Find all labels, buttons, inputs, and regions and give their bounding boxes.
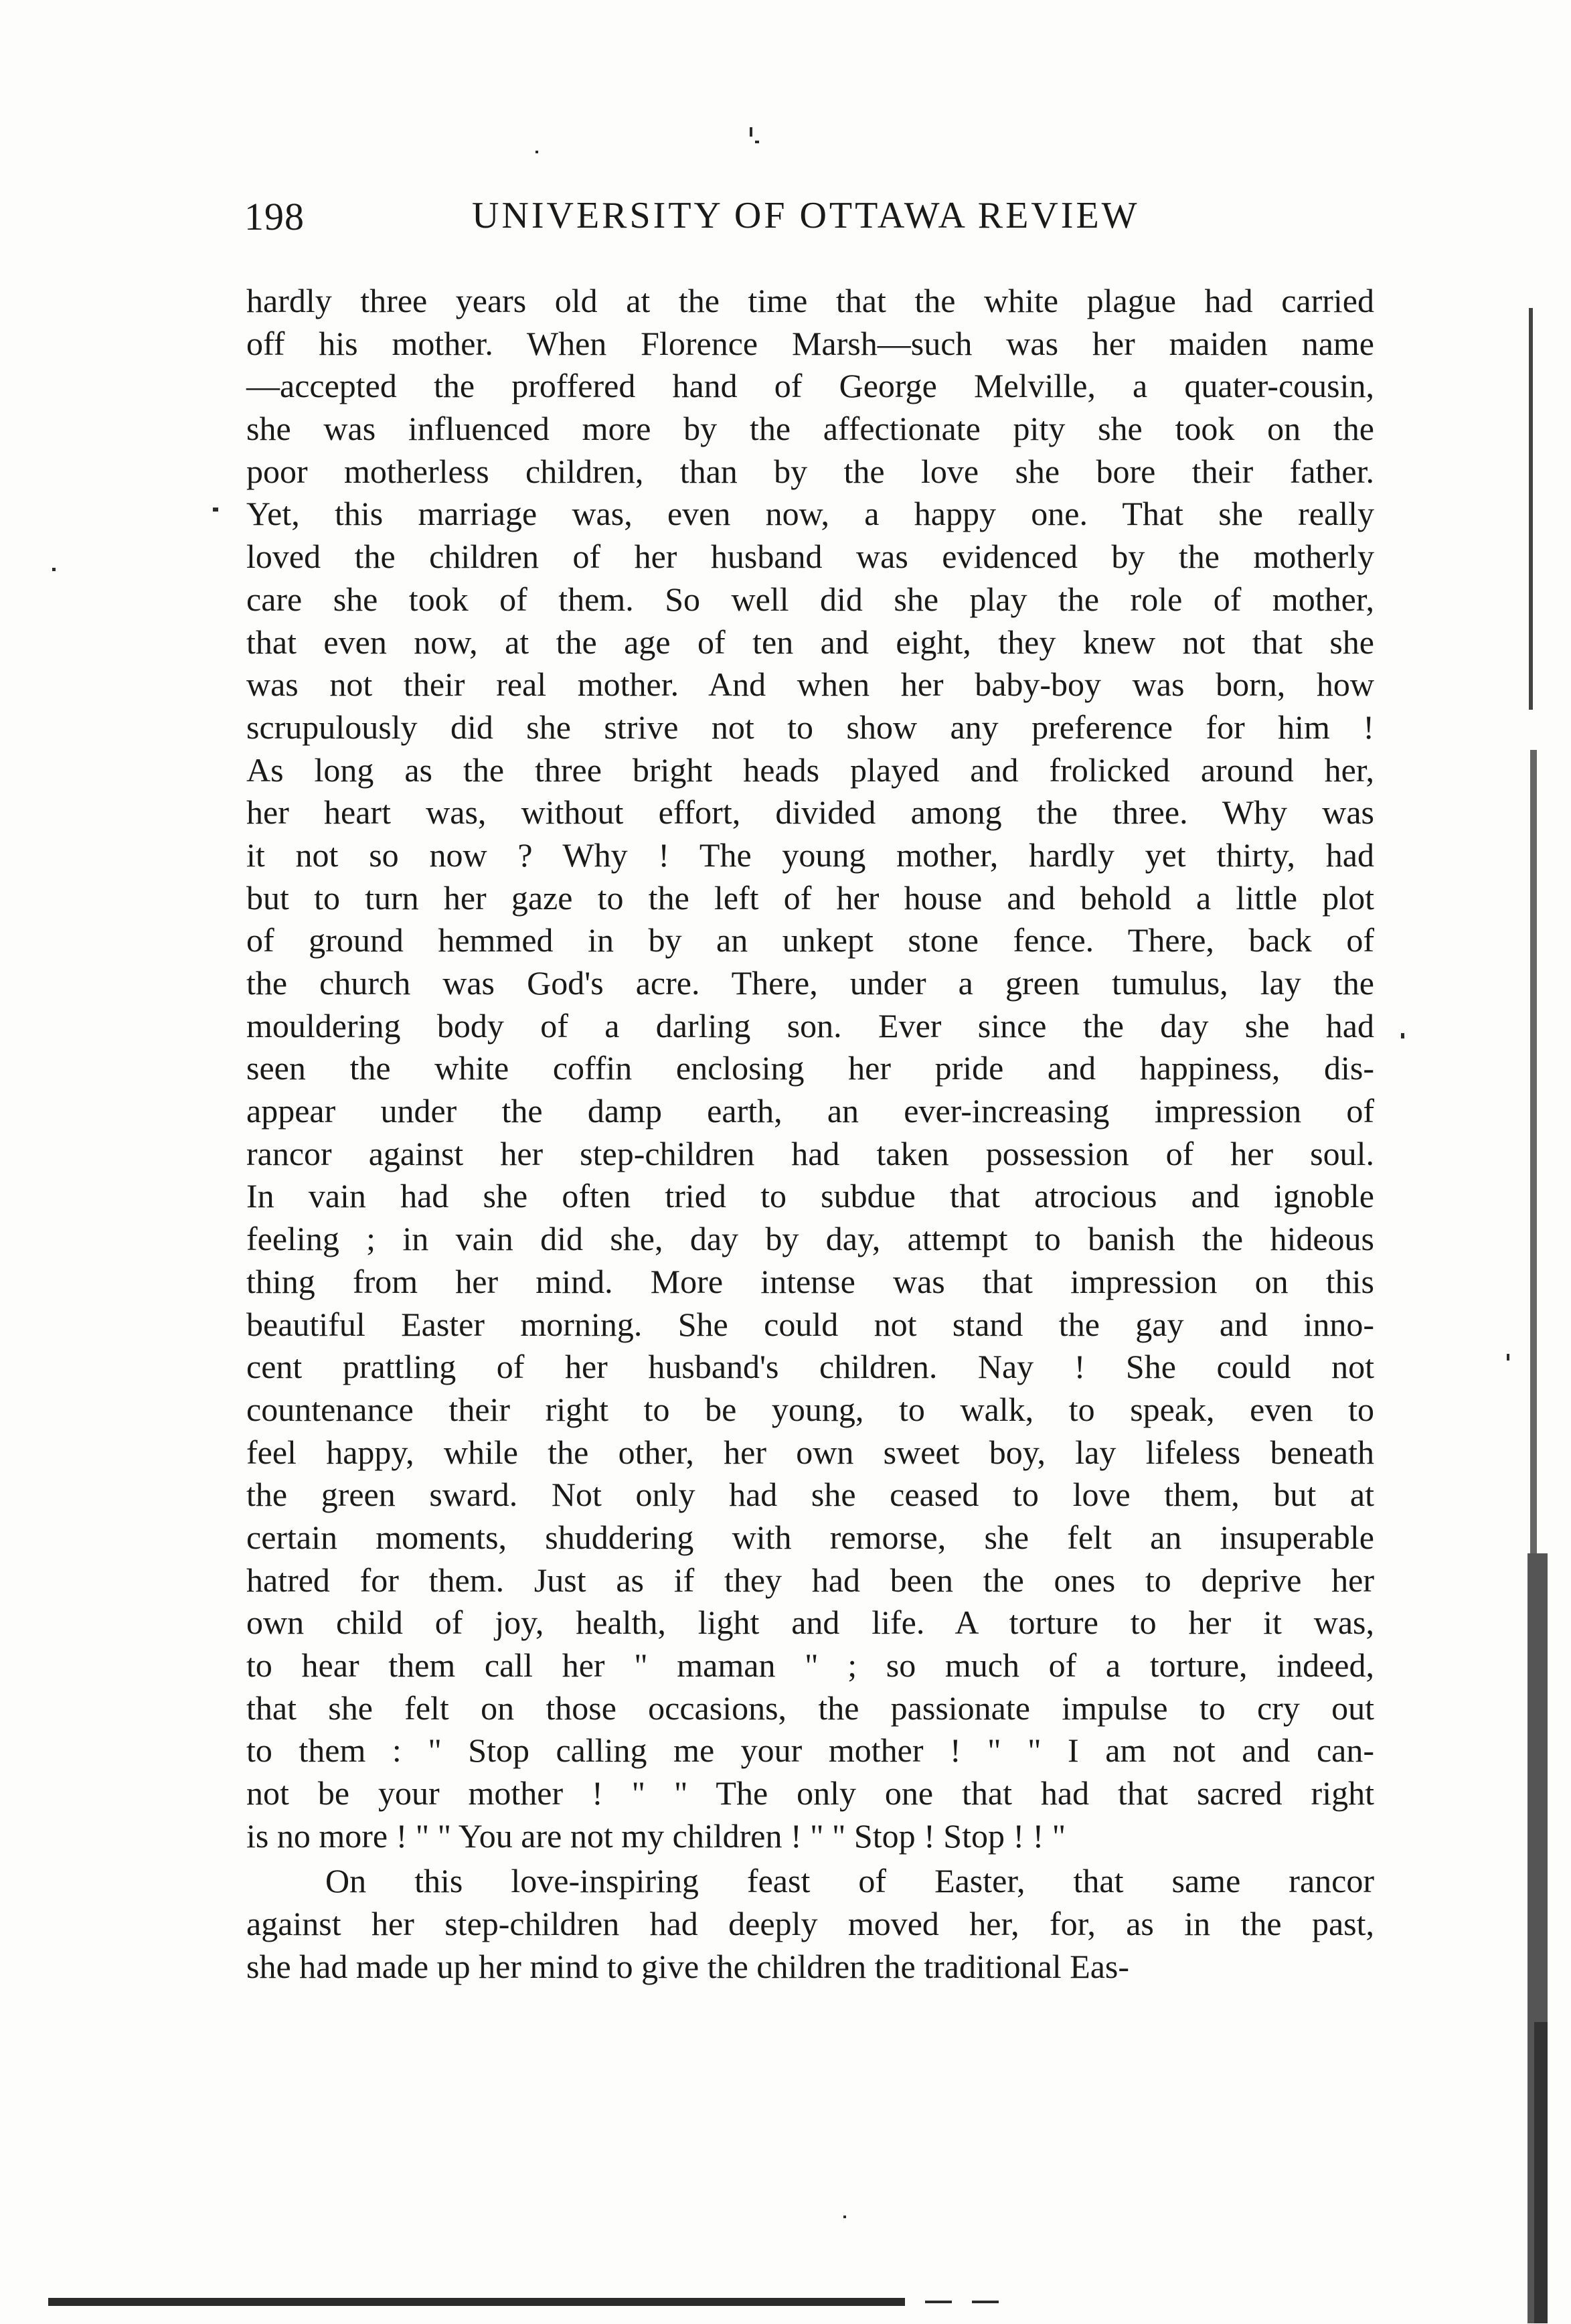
- text-line: feel happy, while the other, her own sweet boy, lay lifeless beneath: [246, 1433, 1374, 1471]
- text-line: not be your mother ! " " The only one that had that sacred right: [246, 1774, 1374, 1812]
- text-line: the church was God's acre. There, under a green tumulus, lay the: [246, 964, 1374, 1002]
- text-line: hatred for them. Just as if they had been the ones to deprive her: [246, 1561, 1374, 1599]
- text-line: she was influenced more by the affectionate pity she took on the: [246, 410, 1374, 448]
- text-line: her heart was, without effort, divided among the three. Why was: [246, 793, 1374, 832]
- text-line: scrupulously did she strive not to show any preference for him !: [246, 708, 1374, 746]
- text-line: to them : " Stop calling me your mother ! " " I am not and can-: [246, 1731, 1374, 1770]
- scan-speck: [755, 141, 759, 143]
- scan-speck: [750, 127, 752, 137]
- text-line: poor motherless children, than by the love she bore their father.: [246, 452, 1374, 490]
- binding-shadow: [1514, 281, 1551, 2323]
- text-line: feeling ; in vain did she, day by day, attempt to banish the hideous: [246, 1220, 1374, 1258]
- text-line: seen the white coffin enclosing her pride and happiness, dis-: [246, 1049, 1374, 1087]
- text-line: certain moments, shuddering with remorse, she felt an insuperable: [246, 1518, 1374, 1556]
- text-line: she had made up her mind to give the children the traditional Eas-: [246, 1947, 1130, 1985]
- scan-speck: [535, 151, 538, 153]
- text-line: hardly three years old at the time that the white plague had carried: [246, 282, 1374, 319]
- text-line: care she took of them. So well did she play the role of mother,: [246, 580, 1374, 618]
- running-title: UNIVERSITY OF OTTAWA REVIEW: [472, 195, 1140, 236]
- text-line: but to turn her gaze to the left of her house and behold a little plot: [246, 878, 1374, 917]
- text-line: that she felt on those occasions, the passionate impulse to cry out: [246, 1689, 1374, 1727]
- text-line: As long as the three bright heads played and frolicked around her,: [246, 751, 1374, 789]
- text-line: own child of joy, health, light and life. A torture to her it was,: [246, 1604, 1374, 1642]
- scan-speck: [843, 2216, 846, 2218]
- page-header: [244, 194, 1409, 248]
- text-line: loved the children of her husband was evidenced by the motherly: [246, 538, 1374, 576]
- text-line: In vain had she often tried to subdue that atrocious and ignoble: [246, 1177, 1374, 1215]
- scan-speck: [52, 568, 56, 571]
- text-line: rancor against her step-children had taken possession of her soul.: [246, 1134, 1374, 1172]
- bottom-edge-rule: [48, 2295, 1025, 2309]
- text-line: was not their real mother. And when her baby-boy was born, how: [246, 666, 1374, 704]
- text-line: of ground hemmed in by an unkept stone fence. There, back of: [246, 921, 1374, 959]
- text-line: it not so now ? Why ! The young mother, hardly yet thirty, had: [246, 836, 1374, 874]
- scan-speck: [1507, 1354, 1509, 1361]
- text-line: against her step-children had deeply moved her, for, as in the past,: [246, 1905, 1374, 1943]
- text-line: appear under the damp earth, an ever-increasing impression of: [246, 1092, 1374, 1130]
- text-line: —accepted the proffered hand of George Melville, a quater-cousin,: [246, 367, 1374, 405]
- scan-speck: [213, 508, 218, 512]
- text-line: that even now, at the age of ten and eight, they knew not that she: [246, 623, 1374, 661]
- scan-speck: [1401, 1033, 1404, 1038]
- text-line: cent prattling of her husband's children. Nay ! She could not: [246, 1348, 1374, 1386]
- text-line: the green sward. Not only had she ceased to love them, but at: [246, 1476, 1374, 1514]
- text-line: countenance their right to be young, to walk, to speak, even to: [246, 1390, 1374, 1428]
- text-line: thing from her mind. More intense was that impression on this: [246, 1262, 1374, 1300]
- text-line: to hear them call her " maman " ; so much of a torture, indeed,: [246, 1646, 1374, 1684]
- text-line: mouldering body of a darling son. Ever since the day she had: [246, 1006, 1374, 1044]
- text-line: is no more ! " " You are not my children ! " " Stop ! Stop ! ! ": [246, 1816, 1066, 1855]
- text-line: On this love-inspiring feast of Easter, that same rancor: [325, 1862, 1374, 1900]
- text-line: beautiful Easter morning. She could not stand the gay and inno-: [246, 1305, 1374, 1343]
- text-line: Yet, this marriage was, even now, a happy one. That she really: [246, 495, 1374, 533]
- body-text: [246, 280, 1374, 1989]
- text-line: off his mother. When Florence Marsh—such was her maiden name: [246, 324, 1374, 362]
- page-number: 198: [244, 195, 305, 238]
